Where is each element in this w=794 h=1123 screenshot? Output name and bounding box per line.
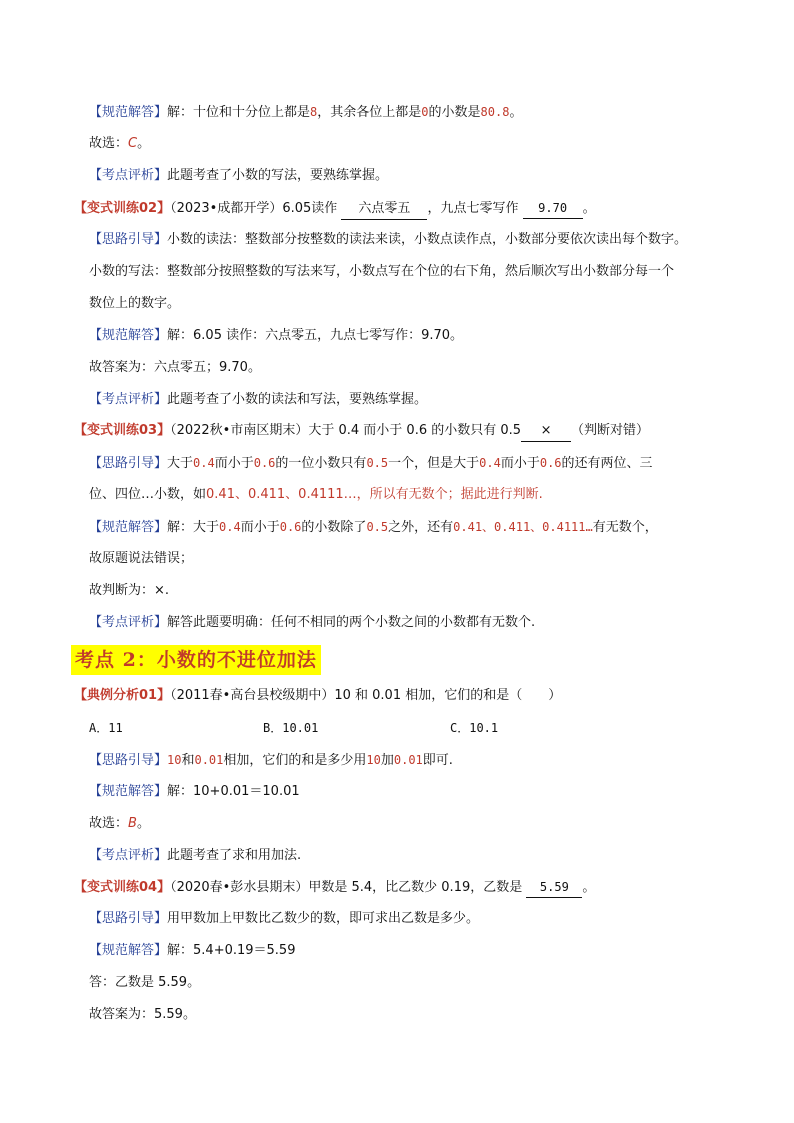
section-tag: 【思路引导】: [89, 911, 168, 926]
text: 0.4: [219, 520, 241, 534]
comment-line: [89, 846, 301, 866]
text: 0.6: [539, 456, 562, 470]
answer-blank: 5.59: [526, 877, 582, 898]
text: 0.41、0.411、0.4111…，所以有无数个；据此进行判断.: [206, 487, 543, 502]
text: 故答案为：六点零五；9.70。: [89, 360, 261, 375]
section-tag: 【思路引导】: [89, 232, 168, 247]
text: 0.5: [366, 520, 389, 534]
question-tag: 【典例分析01】: [74, 688, 171, 703]
text: 。: [137, 136, 151, 151]
hint-line: [89, 909, 479, 929]
text: 数位上的数字。: [89, 296, 181, 311]
text: 10: [366, 753, 381, 767]
section-tag: 【思路引导】: [89, 753, 168, 768]
answer-blank: 六点零五: [341, 199, 427, 220]
text: 0.01: [194, 753, 224, 767]
text: 。: [582, 201, 596, 216]
text: 0.6: [279, 520, 302, 534]
text: 0.4: [193, 456, 215, 470]
text: 而小于: [214, 456, 254, 471]
text: 解：十位和十分位上都是: [167, 105, 311, 120]
section-tag: 【规范解答】: [89, 105, 168, 120]
question-line: [74, 877, 595, 897]
option-b: B．10.01: [263, 721, 319, 735]
text: 相加，它们的和是多少用: [223, 753, 367, 768]
text: 一个，但是大于: [388, 456, 480, 471]
text: 的还有两位、三: [561, 456, 653, 471]
section-tag: 【考点评析】: [89, 848, 168, 863]
answer-value: C: [128, 136, 138, 151]
section-tag: 【规范解答】: [89, 520, 168, 535]
text: 解：大于: [167, 520, 220, 535]
section-tag: 【思路引导】: [89, 456, 168, 471]
text: 。: [582, 880, 596, 895]
text: 和: [181, 753, 195, 768]
comment-line: [89, 166, 388, 186]
text: 的小数是: [428, 105, 481, 120]
hint-line: [89, 750, 453, 770]
text: 用甲数加上甲数比乙数少的数，即可求出乙数是多少。: [167, 911, 480, 926]
text: ，其余各位上都是: [317, 105, 422, 120]
section-tag: 【考点评析】: [89, 392, 168, 407]
text: 加: [380, 753, 394, 768]
answer-final: [89, 581, 169, 601]
answer-line: [89, 102, 522, 122]
text: 0.4: [479, 456, 501, 470]
text: 0.01: [393, 753, 423, 767]
answer-blank: 9.70: [523, 198, 583, 219]
text: 故答案为：5.59。: [89, 1007, 196, 1022]
answer-line: [89, 941, 295, 961]
section-tag: 【规范解答】: [89, 943, 168, 958]
text: 答：乙数是 5.59。: [89, 975, 201, 990]
answer-line: [89, 326, 463, 346]
hint-line: [89, 485, 543, 505]
question-line: [74, 421, 649, 441]
text: 位、四位…小数，如: [89, 487, 207, 502]
answer-line: [89, 973, 200, 993]
question-text: （2022秋•市南区期末）大于 0.4 而小于 0.6 的小数只有 0.5: [170, 423, 522, 438]
hint-line: [89, 453, 653, 473]
option-c: C．10.1: [450, 721, 499, 735]
text: 故判断为：×.: [89, 583, 170, 598]
question-tag: 【变式训练03】: [74, 423, 171, 438]
hint-line: [89, 294, 180, 314]
text: 此题考查了求和用加法.: [167, 848, 302, 863]
hint-line: [89, 262, 674, 282]
text: 而小于: [500, 456, 540, 471]
question-line: [74, 686, 561, 706]
text: 故选：: [89, 136, 129, 151]
comment-line: [89, 390, 427, 410]
text: 解：6.05 读作：六点零五，九点七零写作：9.70。: [167, 328, 464, 343]
choice-line: [89, 814, 150, 834]
hint-line: [89, 230, 687, 250]
comment-line: [89, 613, 535, 633]
section-heading-text: 考点 2：小数的不进位加法: [75, 649, 317, 671]
text: 此题考查了小数的写法，要熟练掌握。: [167, 168, 389, 183]
text: 小数的读法：整数部分按整数的读法来读，小数点读作点，小数部分要依次读出每个数字。: [167, 232, 688, 247]
text: 10: [167, 753, 182, 767]
text: 此题考查了小数的读法和写法，要熟练掌握。: [167, 392, 428, 407]
text: 解：10+0.01＝10.01: [167, 784, 300, 799]
answer-value: B: [128, 816, 137, 831]
section-tag: 【考点评析】: [89, 168, 168, 183]
question-text: （2011春•高台县校级期中）10 和 0.01 相加，它们的和是（ ）: [170, 688, 562, 703]
text: 之外，还有: [388, 520, 454, 535]
answer-blank: ×: [521, 421, 571, 442]
text: 0.6: [253, 456, 276, 470]
question-line: [74, 198, 596, 218]
question-tag: 【变式训练02】: [74, 201, 171, 216]
text: 8: [310, 105, 318, 119]
section-heading: [71, 645, 321, 675]
section-tag: 【考点评析】: [89, 615, 168, 630]
answer-line: [89, 782, 300, 802]
answer-line: [89, 517, 658, 537]
text: ，九点七零写作: [427, 201, 519, 216]
question-tag: 【变式训练04】: [74, 880, 171, 895]
text: 。: [136, 816, 150, 831]
option-a: A．11: [89, 721, 123, 735]
text: 解：5.4+0.19＝5.59: [167, 943, 296, 958]
text: 即可.: [422, 753, 453, 768]
section-tag: 【规范解答】: [89, 328, 168, 343]
question-text: （2023•成都开学）6.05读作: [170, 201, 338, 216]
text: （判断对错）: [571, 423, 650, 438]
text: 。: [509, 105, 523, 120]
text: 0.5: [366, 456, 389, 470]
choice-line: [89, 134, 150, 154]
text: 大于: [167, 456, 194, 471]
text: 0: [421, 105, 429, 119]
answer-line: [89, 549, 193, 569]
answer-final: [89, 1005, 196, 1025]
text: 而小于: [240, 520, 280, 535]
text: 故原题说法错误；: [89, 551, 194, 566]
text: 的小数除了: [301, 520, 367, 535]
section-tag: 【规范解答】: [89, 784, 168, 799]
text: 0.41、0.411、0.4111…: [453, 520, 593, 534]
text: 小数的写法：整数部分按照整数的写法来写，小数点写在个位的右下角，然后顺次写出小数部分每一个: [89, 264, 675, 279]
question-text: （2020春•彭水县期末）甲数是 5.4，比乙数少 0.19，乙数是: [170, 880, 523, 895]
text: 的一位小数只有: [275, 456, 367, 471]
answer-final: [89, 358, 261, 378]
text: 故选：: [89, 816, 129, 831]
text: 解答此题要明确：任何不相同的两个小数之间的小数都有无数个.: [167, 615, 536, 630]
text: 80.8: [480, 105, 510, 119]
text: 有无数个，: [592, 520, 658, 535]
